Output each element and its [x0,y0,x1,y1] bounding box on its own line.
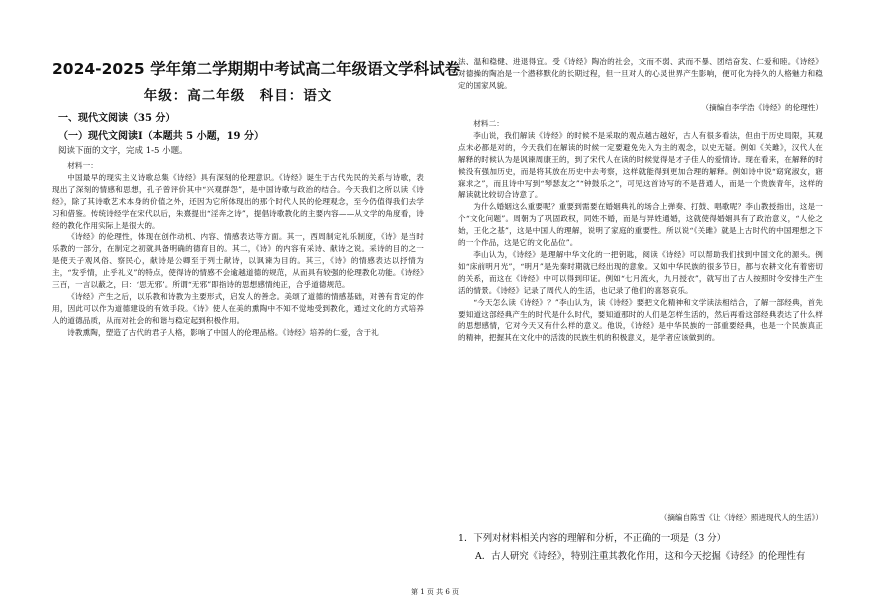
material-2 [458,118,823,498]
material-1-para: 《诗经》的伦理性，体现在创作动机、内容、情感表达等方面。其一，西周制定礼乐制度，《诗》是当时乐教的一部分，在制定之初就具备明确的德育目的。其二，《诗》的内容有采诗、献诗之说。采诗的目的之一是使天子观风俗、察民心，献诗是公卿至于列士献诗，以讽谏为目的。其三，《诗》的情感表达以抒情为主，“发乎情，止乎礼义”的特点，使得诗的情感不会逾越道德的规范，从而具有较强的伦理教化功能。《诗经》三百，一言以蔽之，曰：‘思无邪’。所谓“无邪”即指诗的思想感情纯正，合乎道德规范。 [52,232,424,290]
exam-subtitle: 年级：高二年级 科目：语文 [143,88,333,104]
section-heading: 一、现代文阅读（35 分） [58,113,176,124]
exam-title: 2024-2025 学年第二学期期中考试高二年级语文学科试卷 [52,60,461,78]
material-1-para: 中国最早的现实主义诗歌总集《诗经》具有深刻的伦理意识。《诗经》诞生于古代先民的关系与诗歌，表现出了深刻的情感和思想，孔子曾评价其中“兴观群怨”，是中国诗歌与政治的结合。今天我们之所以读《诗经》，除了其诗歌艺术本身的价值之外，还因为它所体现出的那个时代人民的伦理观念，至今仍值得我们去学习和借鉴。传统诗经学在宋代以后，朱熹提出“淫奔之诗”，提倡诗歌教化的主要内容——从文学的角度看，诗经的教化作用实际上是很大的。 [52,172,424,230]
page-footer: 第 1 页 共 6 页 [410,588,460,596]
subsection-heading: （一）现代文阅读Ⅰ（本题共 5 小题，19 分） [58,131,264,142]
material-2-para: 为什么婚姻这么重要呢？重要到需要在婚姻典礼的场合上弹奏、打鼓、唱歌呢？李山教授指出，这是一个“文化问题”。周朝为了巩固政权，同姓不婚，而是与异姓通婚，这就使得婚姻具有了政治意义，“人伦之始，王化之基”，这是中国人的理解，说明了家庭的重要性。所以说“《关雎》就是上古时代的中国理想之下的一个作品，这是它的文化品位”。 [458,202,823,248]
material-2-source: （摘编自陈雪《让〈诗经〉照进现代人的生活》） [659,513,823,522]
instruction-text: 阅读下面的文字，完成 1-5 小题。 [58,146,188,156]
material-2-para: 李山认为，《诗经》是理解中华文化的一把钥匙，阅读《诗经》可以帮助我们找到中国文化的源头。例如“床前明月光”，“明月”是先秦时期就已经出现的意象。又如中华民族的很多节日，都与农耕文化有着密切的关系，而这在《诗经》中可以得到印证。例如“七月流火，九月授衣”，就写出了古人按照时令安排生产生活的情景。《诗经》记录了周代人的生活，也记录了他们的喜怒哀乐。 [458,249,823,295]
material-1-para: 诗教熏陶，塑造了古代的君子人格，影响了中国人的伦理品格。《诗经》培养的仁爱，含于礼 [67,327,379,337]
material-1-label: 材料一： [67,161,98,170]
material-1-continued [458,56,823,96]
material-2-label: 材料二： [473,119,504,128]
question-1-option-a: A．古人研究《诗经》，特别注重其教化作用，这和今天挖掘《诗经》的伦理性有 [475,551,806,562]
material-2-para: 李山说，我们解读《诗经》的时候不是采取的观点越古越好，古人有很多看法，但由于历史局限，其观点未必都是对的，今天我们在解读的时候一定要避免先入为主的观念，以史无疑。例如《关雎》，汉代人在解释的时候认为是讽谏周康王的，到了宋代人在读的时候觉得是才子佳人的爱情诗。现在看来，在解释的时候没有强加历史，而是将其放在历史中去考察，这样就能得到更加合理的解释。例如诗中说“窈窕淑女，寤寐求之”，而且诗中写到“琴瑟友之”“钟鼓乐之”，可见这首诗写的不是普通人，而是一个贵族青年，这样的解读就比较切合诗意了。 [458,130,823,200]
material-1-source: （摘编自李学浩《诗经》的伦理性） [701,103,823,112]
material-1-para: 《诗经》产生之后，以乐教和诗教为主要形式，启发人的善念。美颂了道德的情感基础，对善有肯定的作用，因此可以作为道德建设的有效手段。《诗》使人在美的熏陶中不知不觉地受到教化，通过文化的方式培养人的道德品质，从而对社会的和谐与稳定起到积极作用。 [52,291,424,325]
question-1-stem: 1．下列对材料相关内容的理解和分析，不正确的一项是（3 分） [458,533,727,544]
material-2-para: “今天怎么读《诗经》？”李山认为，读《诗经》要把文化精神和文学读法相结合，了解一部经典，首先要知道这部经典产生的时代是什么时代，要知道那时的人们是怎样生活的，然后再看这部经典表达了什么样的思想感情，它对今天又有什么样的意义。他说，《诗经》是中华民族的一部重要经典，也是一个民族真正的精神，把握其在文化中的活泼的民族生机的积极意义，是学者应该做到的。 [458,297,823,343]
material-1-tail: 法、温和稳健、进退得宜。受《诗经》陶冶的社会，文而不弱、武而不暴、团结奋发、仁爱和睦。《诗经》对德操的陶冶是一个潜移默化的长期过程，但一旦对人的心灵世界产生影响，便可化为持久的人格魅力和稳定的国家风貌。 [458,57,823,90]
material-1 [52,160,424,578]
